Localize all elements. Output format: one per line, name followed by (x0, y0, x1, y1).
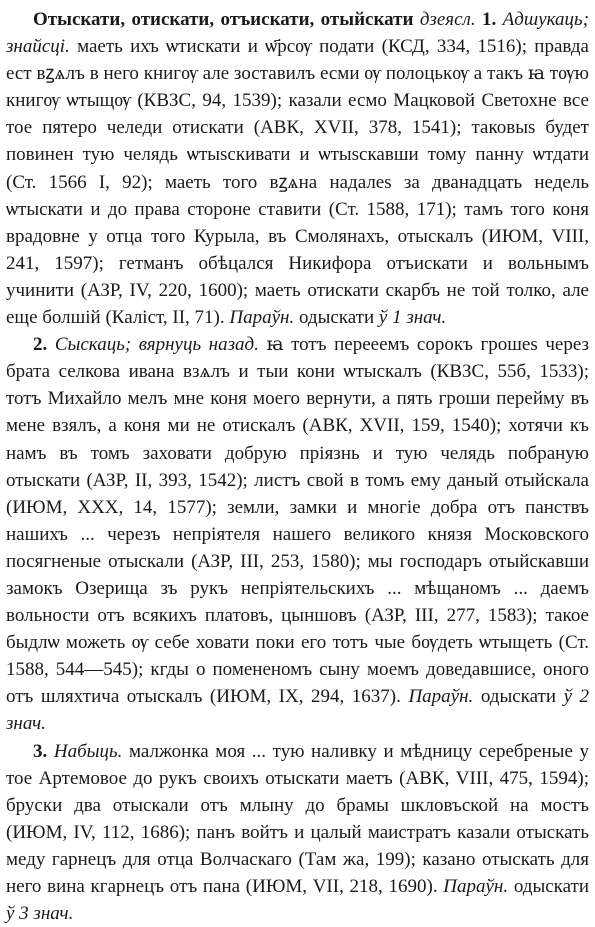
sense-3-paragraph (6, 738, 589, 927)
sense-1-citations: маеть ихъ ѡтискати и ѡ҃рсѹ подати (КСД, 334, 1516); правда ест вꙁѧлъ в него книгѹ але зоставилъ есми ѹ полоцькѹ а такъ ꙗ тѹю книгѹ ѡтыщѹ (КВЗС, 94, 1539); казали есмо Мацковой Светохне все тое пятеро челеди отискати (АВК, XVII, 378, 1541); таковыs будет повинен тую челядь ѡтыsскивати и ѡтыsскавши тому панну ѡтдати (Ст. 1566 I, 92); маеть того вꙁѧна надалеs за дванадцать недель ѡтыскати и до права стороне ставити (Ст. 1588, 171); тамъ того коня врадовне у отца того Курыла, въ Смолянахъ, отыскалъ (ИЮМ, VIII, 241, 1597); гетманъ обѣцался Никифора отъискати и вольнымъ учинити (АЗР, IV, 220, 1600); маеть отискати скарбъ не той толко, але еще болшій (Каліст, II, 71). (6, 36, 589, 329)
sense-3-ref-word: одыскати (513, 876, 590, 897)
sense-3-gloss: Набыць. (53, 740, 123, 762)
sense-2-citations: ꙗ тотъ перееемъ сорокъ грошеs через брата селкова ивана взѧлъ и тыи кони ѡтыскалъ (КВЗС, 55б, 1533); тотъ Михайло мелъ мне коня моего вернути, а пять гроши перейму въ мене взялъ, а коня ми не отискалъ (АВК, XVII, 159, 1540); хотячи къ намъ въ томъ заховати добрую пріязнь и тую челядь побраную отыскати (АЗР, II, 393, 1542); листъ свой в томъ ему даный отыйскала (ИЮМ, XXX, 14, 1577); земли, замки и многіе добра отъ панствъ нашихъ ... черезъ непріятеля нашего великого князя Московского посягненые отыскали (АЗР, III, 253, 1580); мы господаръ отыйскавши замокъ Озерища зъ рукъ непріятельскихъ ... мѣщаномъ ... даемъ вольности отъ всякихъ платовъ, цыншовъ (АЗР, III, 277, 1583); такое быдлѡ можеть ѹ себе ховати поки его тотъ чые бѹдеть ѡтыщеть (Ст. 1588, 544—545); кгды о помененомъ сыну моемъ доведавшисе, оного отъ шляхтича отыскалъ (ИЮМ, IX, 294, 1637). (6, 334, 589, 708)
sense-2-number: 2. (33, 334, 48, 356)
sense-1-ref-tail: ў 1 знач. (378, 307, 447, 329)
sense-3-ref-tail: ў 3 знач. (6, 903, 74, 925)
sense-2-ref-word: одыскати (480, 686, 557, 708)
sense-2-paragraph (6, 331, 589, 737)
sense-1-gloss: Адшукаць; знайсці. (6, 9, 590, 58)
sense-3-citations: малжонка моя ... тую наливку и мѣдницу серебреные у тое Артемовое до рукъ своихъ отыскати маетъ (АВК, VIII, 475, 1594); бруски два отыскали отъ млыну до брамы шкловъской на мостъ (ИЮМ, IV, 112, 1686); панъ войтъ и цалый маистратъ казали отыскать меду гарнецъ для отца Волчаскаго (Там жа, 199); казано отыскать для него вина кгарнецъ отъ пана (ИЮМ, VII, 218, 1690). (6, 740, 589, 897)
sense-1-paragraph (6, 6, 589, 331)
sense-1-ref-word: одыскати (298, 307, 375, 329)
sense-3-ref-label: Параўн. (443, 876, 509, 897)
part-of-speech: дзеясл. (419, 9, 476, 30)
entry-headword: Отыскати, отискати, отъискати, отыйскати (33, 9, 414, 30)
sense-2-ref-tail: ў 2 знач. (6, 686, 590, 735)
sense-3-number: 3. (33, 740, 48, 762)
sense-2-ref-label: Параўн. (408, 686, 474, 708)
sense-1-ref-label: Параўн. (229, 307, 295, 329)
sense-2-gloss: Сыскаць; вярнуць назад. (54, 334, 259, 356)
sense-1-number: 1. (481, 9, 497, 30)
